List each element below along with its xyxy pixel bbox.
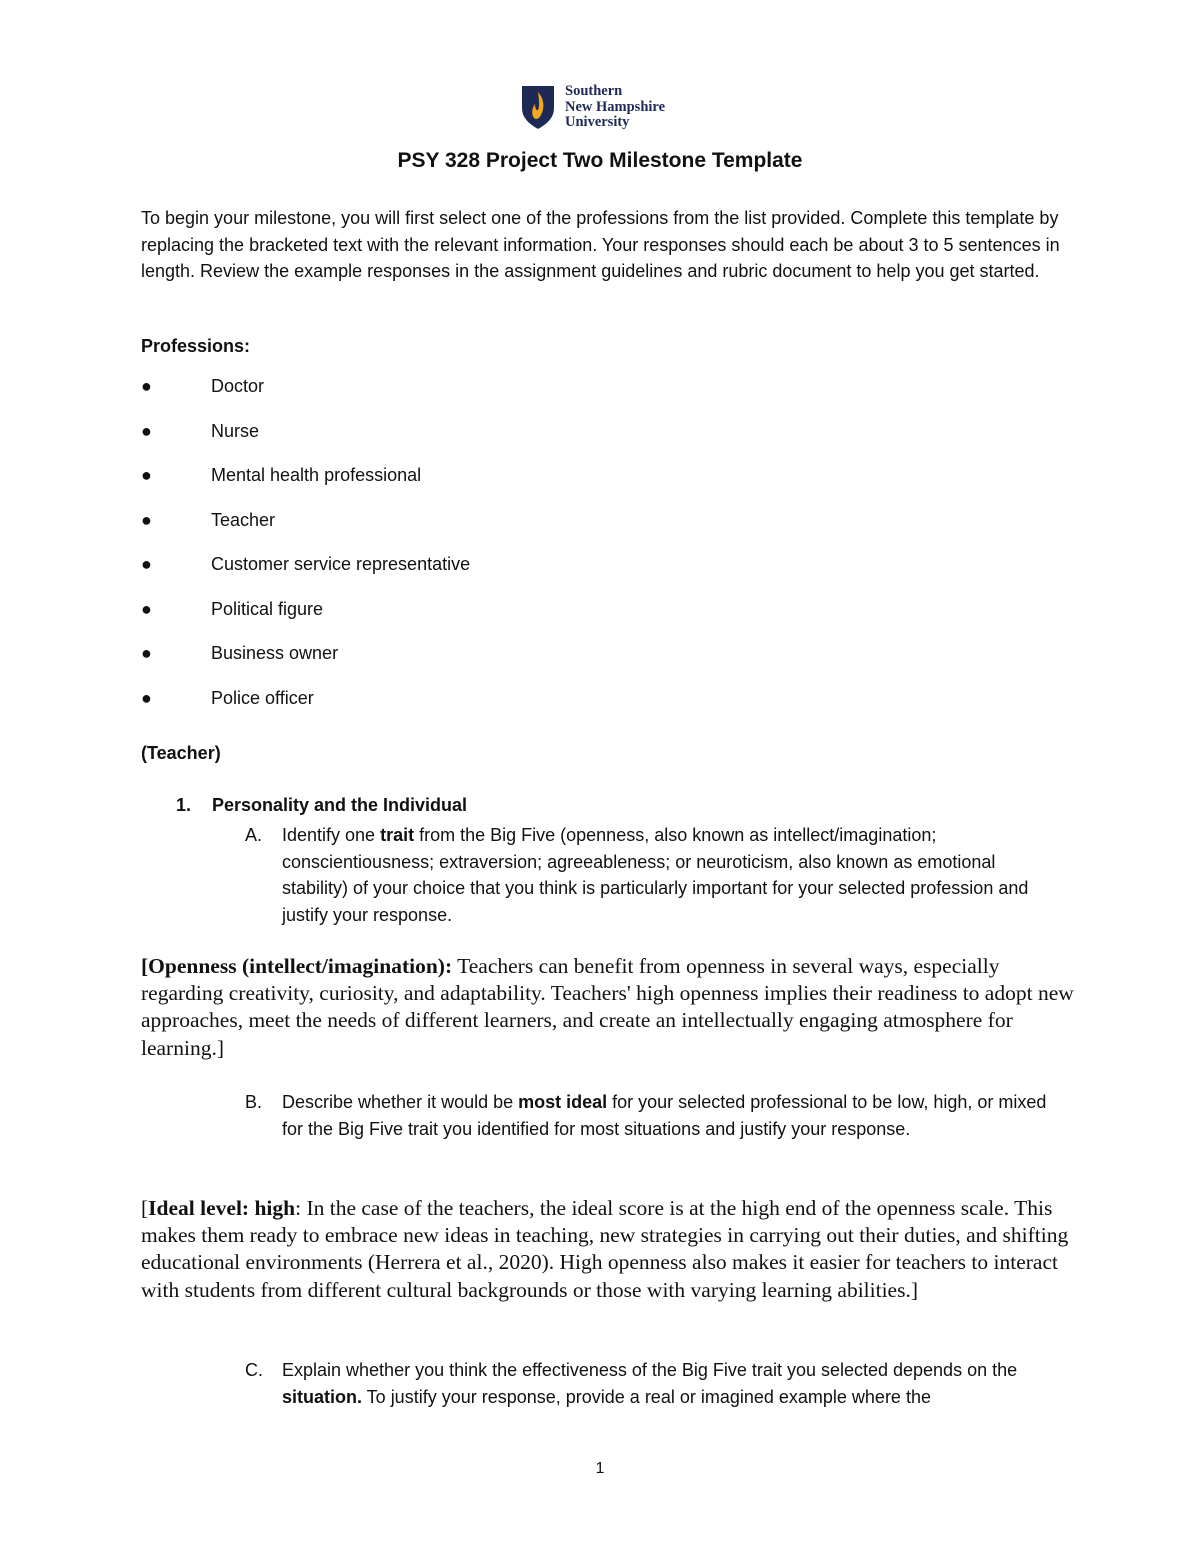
profession-label: Nurse — [211, 420, 260, 441]
university-name — [565, 84, 665, 131]
bold-segment: trait — [380, 825, 415, 845]
profession-label: Police officer — [211, 687, 314, 708]
logo-line-3: University — [565, 114, 630, 130]
page-number: 1 — [595, 1460, 605, 1477]
intro-paragraph: To begin your milestone, you will first select one of the professions from the list provided. Complete this template by replacing the bracketed text with the relevant information. Your responses should each be about 3 to 5 sentences in length. Review the example responses in the assignment guidelines and rubric document to help you get started. — [141, 208, 1060, 282]
profession-label: Teacher — [211, 509, 276, 530]
shield-flame-icon — [520, 84, 556, 130]
text-segment: To justify your response, provide a real or imagined example where the — [362, 1386, 931, 1407]
professions-list — [141, 374, 470, 730]
text-segment: [ — [141, 1196, 149, 1220]
question-b — [245, 1089, 1065, 1142]
question-c — [245, 1357, 1065, 1410]
bullet-icon: ● — [141, 598, 152, 619]
profession-label: Customer service representative — [211, 554, 471, 574]
list-item — [141, 597, 470, 642]
answer-a — [141, 953, 1076, 1062]
text-segment: Describe whether it would be — [282, 1092, 519, 1112]
bold-segment: most ideal — [518, 1092, 608, 1112]
profession-label: Doctor — [211, 376, 265, 396]
text-segment: Identify one — [282, 825, 381, 845]
bullet-icon: ● — [141, 687, 152, 708]
list-item — [141, 508, 470, 553]
section-title: Personality and the Individual — [212, 795, 468, 815]
bullet-icon: ● — [141, 376, 152, 396]
question-a — [245, 822, 1065, 928]
list-item — [141, 552, 470, 597]
text-segment: Explain whether you think the effectiveness of the Big Five trait you selected depends on the — [282, 1360, 1018, 1380]
logo-line-2: New Hampshire — [565, 98, 666, 115]
logo-line-1: Southern — [565, 83, 623, 99]
list-item — [141, 374, 470, 419]
list-item — [141, 686, 470, 731]
profession-label: Mental health professional — [211, 465, 422, 485]
question-label: C. — [245, 1360, 263, 1380]
text-segment: from the Big Five (openness, also known as intellect/imagination; conscientiousness; extraversion; agreeableness; or neuroticism, also known as emotional stability) of your choice that you think is particularly important for your selected profession and justify your response. — [282, 825, 1029, 925]
question-label: B. — [245, 1092, 263, 1112]
bold-segment: Ideal level: high — [148, 1196, 296, 1220]
bullet-icon: ● — [141, 554, 152, 574]
section-number: 1. — [176, 795, 192, 815]
text-segment: : In the case of the teachers, the ideal score is at the high end of the openness scale. This makes them ready to embrace new ideas in teaching, new strategies in carrying out their duties, and shifting educational environments (Herrera et al., 2020). High openness also makes it easier for teachers to interact with students from different cultural backgrounds or those with varying learning abilities.] — [141, 1196, 1069, 1302]
list-item — [141, 463, 470, 508]
selected-profession: (Teacher) — [141, 743, 221, 763]
question-text — [282, 1089, 1065, 1142]
bullet-icon: ● — [141, 643, 152, 663]
question-text — [282, 822, 1065, 928]
bold-segment: [Openness (intellect/imagination): — [141, 954, 453, 978]
question-label: A. — [245, 825, 263, 845]
profession-label: Business owner — [211, 643, 339, 663]
university-logo — [520, 84, 665, 132]
section-1-heading — [176, 795, 467, 816]
professions-heading: Professions: — [141, 336, 251, 356]
text-segment: for your selected professional to be low, high, or mixed for the Big Five trait you identified for most situations and justify your response. — [282, 1092, 1047, 1139]
answer-b — [141, 1195, 1076, 1304]
list-item — [141, 641, 470, 686]
text-segment: Teachers can benefit from openness in several ways, especially regarding creativity, curiosity, and adaptability. Teachers' high openness implies their readiness to adopt new approaches, meet the needs of different learners, and create an intellectually engaging atmosphere for learning.] — [141, 954, 1074, 1060]
bullet-icon: ● — [141, 420, 152, 441]
bold-segment: situation. — [282, 1386, 362, 1407]
bullet-icon: ● — [141, 509, 152, 530]
list-item — [141, 419, 470, 464]
bullet-icon: ● — [141, 465, 152, 485]
profession-label: Political figure — [211, 598, 324, 619]
document-title: PSY 328 Project Two Milestone Template — [397, 149, 803, 172]
question-text — [282, 1357, 1065, 1410]
